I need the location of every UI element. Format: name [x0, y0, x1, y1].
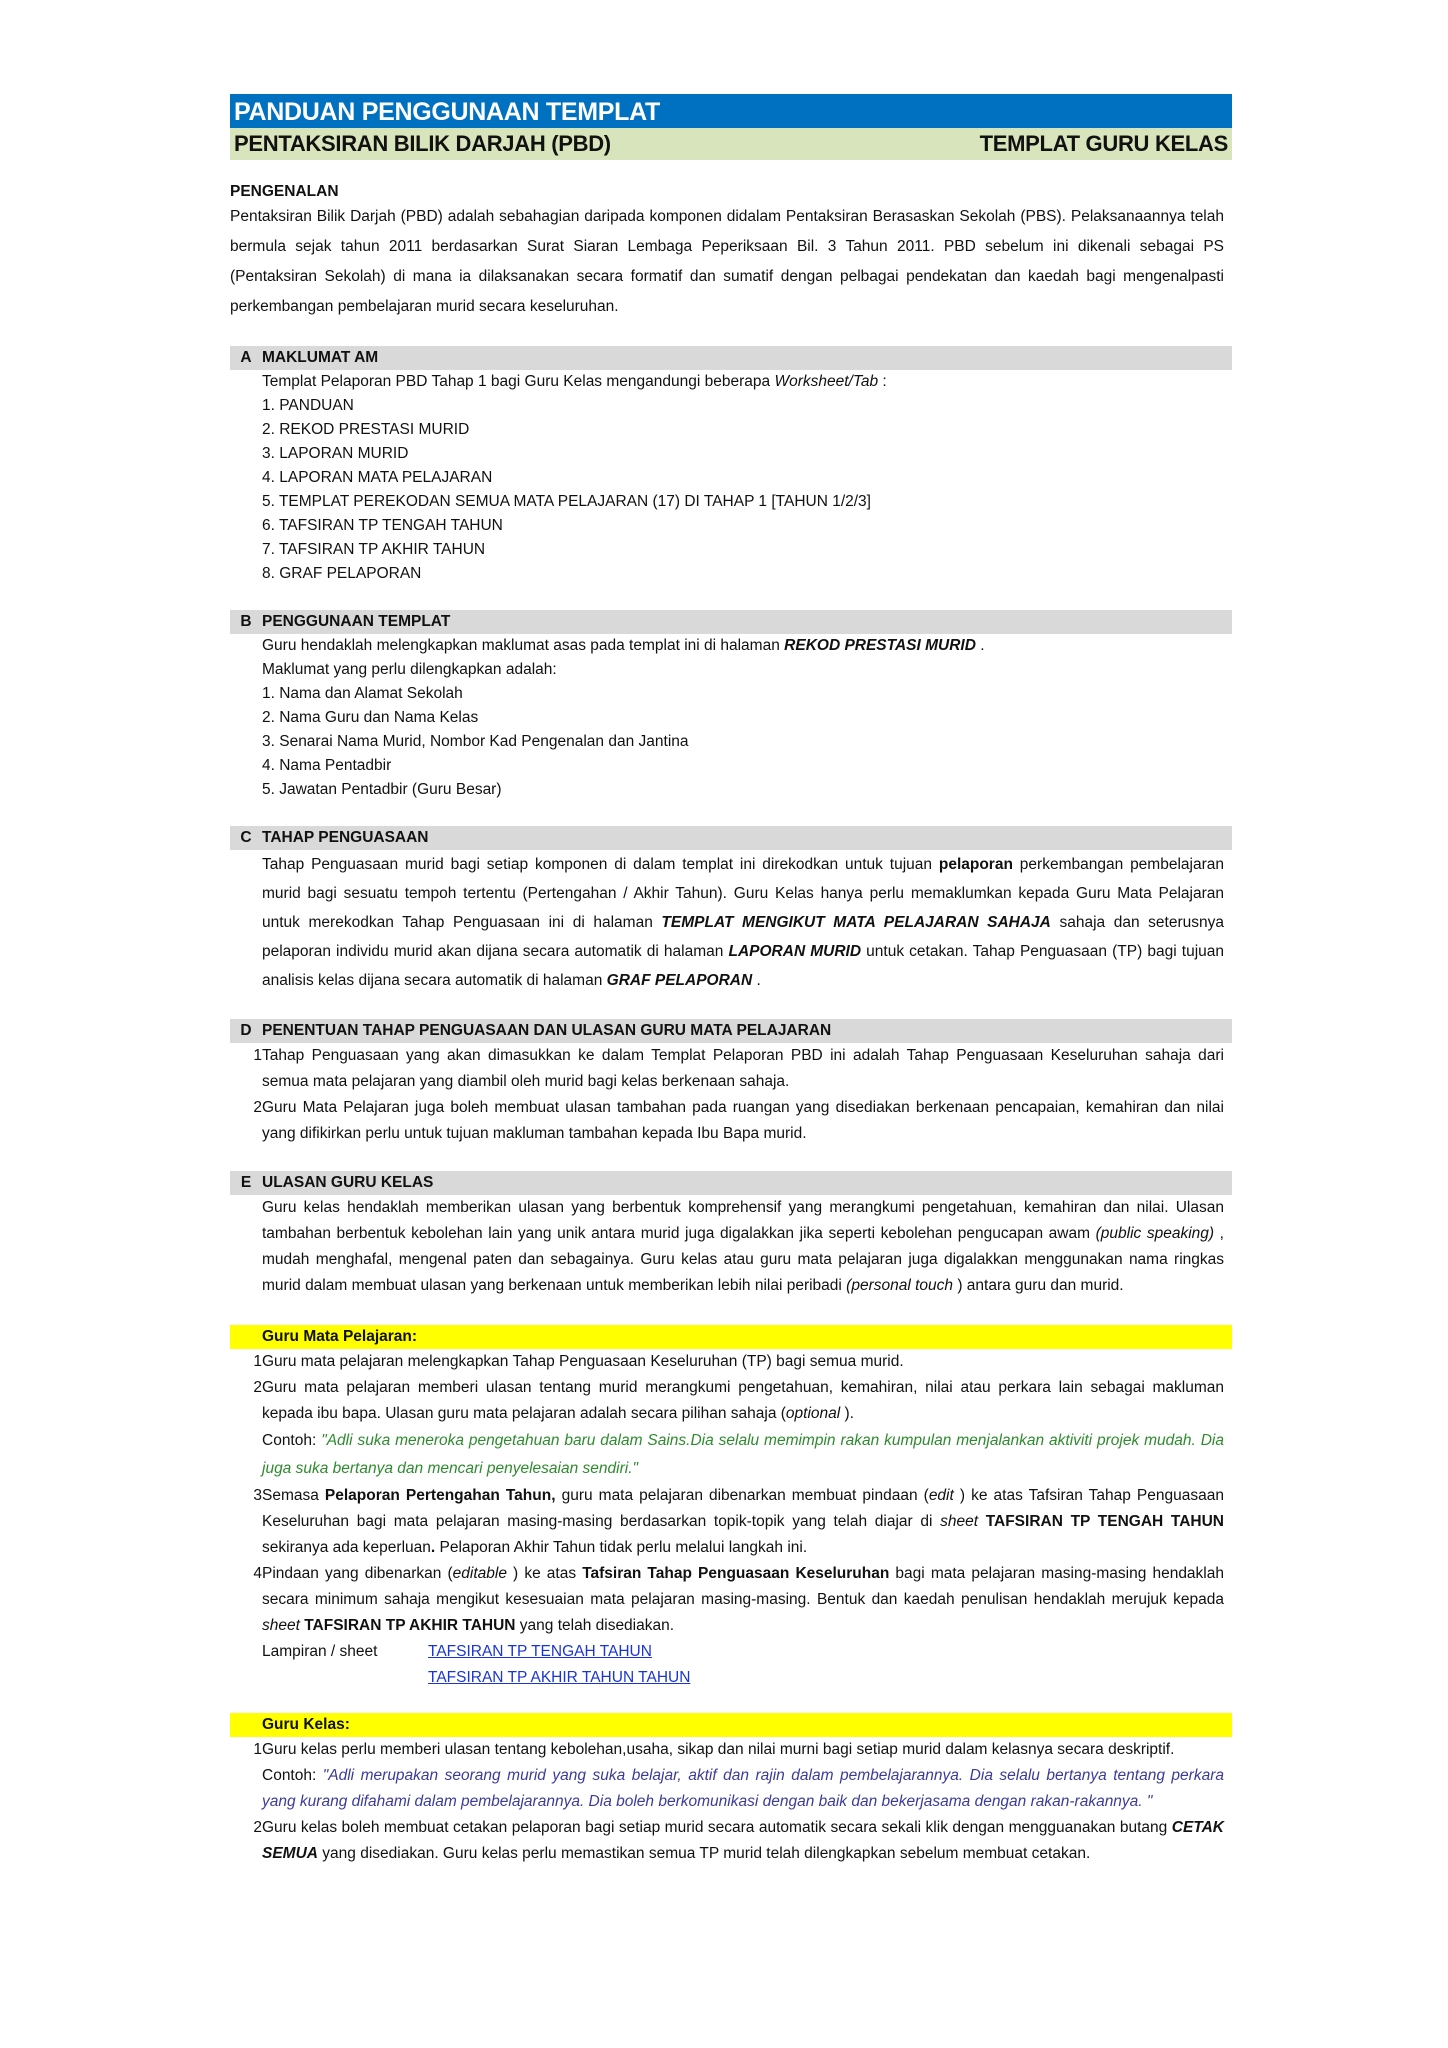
document-page — [230, 94, 1232, 1867]
section-c-header — [230, 826, 1232, 850]
lampiran-links — [428, 1639, 690, 1691]
text: Tahap Penguasaan murid bagi setiap komponen di dalam templat ini direkodkan untuk tujuan — [262, 856, 939, 873]
text: guru mata pelajaran dibenarkan membuat pindaan ( — [555, 1487, 929, 1504]
item-text — [262, 1375, 1224, 1427]
numbered-item — [230, 1483, 1232, 1561]
item-text — [262, 1815, 1232, 1867]
item-text: Guru kelas perlu memberi ulasan tentang kebolehan,usaha, sikap dan nilai murni bagi setiap murid dalam kelasnya secara deskriptif. — [262, 1741, 1175, 1758]
example-quote — [262, 1763, 1224, 1815]
lead-italic: Worksheet/Tab — [774, 373, 879, 390]
intro-paragraph: Pentaksiran Bilik Darjah (PBD) adalah sebahagian daripada komponen didalam Pentaksiran Berasaskan Sekolah (PBS). Pelaksanaannya telah bermula sejak tahun 2011 berdasarkan Surat Siaran Lembaga Peperiksaan Bil. 3 Tahun 2011. PBD sebelum ini dikenali sebagai PS (Pentaksiran Sekolah) di mana ia dilaksanakan secara formatif dan sumatif dengan pelbagai pendekatan dan kaedah bagi mengenalpasti perkembangan pembelajaran murid secara keseluruhan. — [230, 208, 1224, 315]
text: sekiranya ada keperluan — [262, 1539, 431, 1556]
numbered-item — [230, 1043, 1232, 1095]
section-a-header — [230, 346, 1232, 370]
list-item: 1. Nama dan Alamat Sekolah — [262, 685, 463, 702]
list-item: 3. Senarai Nama Murid, Nombor Kad Pengenalan dan Jantina — [262, 733, 689, 750]
document-subtitle-bar — [230, 128, 1232, 160]
italic-text: sheet — [940, 1513, 979, 1530]
text: yang telah disediakan. — [515, 1617, 675, 1634]
example-text: "Adli merupakan seorang murid yang suka belajar, aktif dan rajin dalam pembelajarannya. Dia selalu bertanya tentang perkara yang kurang difahami dalam pembelajarannya. Dia boleh berkomunikasi dengan baik dan bekerjasama dengan rakan-rakannya. " — [262, 1767, 1224, 1810]
item-text: Guru mata pelajaran melengkapkan Tahap Penguasaan Keseluruhan (TP) bagi semua murid. — [262, 1353, 904, 1370]
section-title: TAHAP PENGUASAAN — [262, 829, 429, 846]
section-letter: B — [240, 613, 252, 630]
bold-text: TAFSIRAN TP AKHIR TAHUN — [299, 1617, 516, 1634]
numbered-item — [230, 1095, 1232, 1147]
text: untuk cetakan. Tahap Penguasaan (TP) bagi tujuan analisis kelas dijana secara automatik di halaman — [262, 943, 1225, 989]
section-title: ULASAN GURU KELAS — [262, 1174, 434, 1191]
example-quote — [262, 1427, 1224, 1483]
subtitle-left: PENTAKSIRAN BILIK DARJAH (PBD) — [234, 131, 611, 156]
item-number: 3 — [253, 1487, 262, 1504]
bold-italic-text: GRAF PELAPORAN — [606, 972, 753, 989]
text: Semasa — [262, 1487, 325, 1504]
text: Pindaan yang dibenarkan ( — [262, 1565, 453, 1582]
bold-italic-text: CETAK SEMUA — [262, 1819, 1224, 1862]
subtitle-right: TEMPLAT GURU KELAS — [979, 131, 1228, 156]
numbered-item — [230, 1737, 1232, 1815]
item-text — [262, 1561, 1224, 1639]
section-letter: D — [240, 1022, 252, 1039]
section-title: MAKLUMAT AM — [262, 349, 379, 366]
lead-text: Guru hendaklah melengkapkan maklumat asas pada templat ini di halaman — [262, 637, 785, 654]
document-title: PANDUAN PENGGUNAAN TEMPLAT — [230, 94, 1232, 128]
text: . — [752, 972, 761, 989]
item-text: Guru Mata Pelajaran juga boleh membuat ulasan tambahan pada ruangan yang disediakan berkenaan pencapaian, kemahiran dan nilai yang difikirkan perlu untuk tujuan makluman tambahan kepada Ibu Bapa murid. — [262, 1099, 1224, 1142]
list-item: 8. GRAF PELAPORAN — [262, 565, 422, 582]
text: ) ke atas Tafsiran Tahap Penguasaan Keseluruhan bagi mata pelajaran masing-masing berdasarkan topik-topik yang telah diajar di — [262, 1487, 1224, 1530]
section-e-header — [230, 1171, 1232, 1195]
numbered-item — [230, 1561, 1232, 1691]
section-c-paragraph — [230, 850, 1232, 995]
text: ). — [840, 1405, 854, 1422]
text: Guru kelas boleh membuat cetakan pelaporan bagi setiap murid secara automatik secara sekali klik dengan mengguanakan butang — [262, 1819, 1172, 1836]
section-e-paragraph — [230, 1195, 1232, 1299]
bold-italic-text: LAPORAN MURID — [728, 943, 862, 960]
italic-text: (personal touch — [846, 1277, 954, 1294]
example-label: Contoh: — [262, 1432, 322, 1449]
italic-text: (public speaking) — [1095, 1225, 1215, 1242]
bold-italic-text: TEMPLAT MENGIKUT MATA PELAJARAN SAHAJA — [661, 914, 1051, 931]
lead-bold: REKOD PRESTASI MURID — [784, 637, 976, 654]
section-letter: C — [240, 829, 252, 846]
list-item: 1. PANDUAN — [262, 397, 354, 414]
item-number: 1 — [253, 1353, 262, 1370]
italic-text: editable — [452, 1565, 507, 1582]
section-letter: A — [240, 349, 252, 366]
text: ) antara guru dan murid. — [953, 1277, 1124, 1294]
item-number: 4 — [253, 1565, 262, 1582]
section-b-body — [230, 634, 1232, 802]
lead-end: . — [975, 637, 985, 654]
list-item: 5. TEMPLAT PEREKODAN SEMUA MATA PELAJARAN (17) DI TAHAP 1 [TAHUN 1/2/3] — [262, 493, 871, 510]
list-item: 3. LAPORAN MURID — [262, 445, 409, 462]
section-d-header — [230, 1019, 1232, 1043]
lampiran-row — [262, 1639, 1224, 1691]
list-item: 4. LAPORAN MATA PELAJARAN — [262, 469, 493, 486]
bold-text: Pelaporan Pertengahan Tahun, — [324, 1487, 556, 1504]
text: Guru mata pelajaran memberi ulasan tentang murid merangkumi pengetahuan, kemahiran, nilai atau perkara lain sebagai makluman kepada ibu bapa. Ulasan guru mata pelajaran adalah secara pilihan sahaja ( — [262, 1379, 1224, 1422]
list-item: 4. Nama Pentadbir — [262, 757, 392, 774]
text: bagi mata pelajaran masing-masing hendaklah secara minimum sahaja mengikut kesesuaian mata pelajaran masing-masing. Bentuk dan kaedah penulisan hendaklah merujuk kepada — [262, 1565, 1224, 1608]
lead-end: : — [878, 373, 887, 390]
item-number: 2 — [253, 1379, 262, 1396]
list-item: 2. REKOD PRESTASI MURID — [262, 421, 470, 438]
link-tafsiran-tp-akhir-tahun[interactable]: TAFSIRAN TP AKHIR TAHUN TAHUN — [428, 1669, 691, 1686]
item-number: 1 — [253, 1047, 262, 1064]
section-a-body — [230, 370, 1232, 586]
italic-text: sheet — [262, 1617, 300, 1634]
example-label: Contoh: — [262, 1767, 323, 1784]
bold-text: Tafsiran Tahap Penguasaan Keseluruhan — [582, 1565, 890, 1582]
guru-mata-pelajaran-heading: Guru Mata Pelajaran: — [230, 1325, 1232, 1349]
item-number: 1 — [253, 1741, 262, 1758]
italic-text: optional — [785, 1405, 841, 1422]
section-b-header — [230, 610, 1232, 634]
bold-text: TAFSIRAN TP TENGAH TAHUN — [978, 1513, 1224, 1530]
italic-text: edit — [928, 1487, 954, 1504]
section-title: PENENTUAN TAHAP PENGUASAAN DAN ULASAN GURU MATA PELAJARAN — [262, 1022, 832, 1039]
numbered-item — [230, 1349, 1232, 1375]
list-item: 7. TAFSIRAN TP AKHIR TAHUN — [262, 541, 486, 558]
text: , mudah menghafal, mengenal paten dan sebagainya. Guru kelas atau guru mata pelajaran juga digalakkan menggunakan nama ringkas murid dalam membuat ulasan yang berkenaan untuk memberikan lebih nilai peribadi — [262, 1225, 1224, 1294]
section-b-sub: Maklumat yang perlu dilengkapkan adalah: — [262, 661, 557, 678]
section-b-lead — [262, 634, 1224, 658]
list-item: 2. Nama Guru dan Nama Kelas — [262, 709, 479, 726]
intro-heading: PENGENALAN — [230, 183, 339, 200]
lead-text: Templat Pelaporan PBD Tahap 1 bagi Guru Kelas mengandungi beberapa — [262, 373, 775, 390]
text: Pelaporan Akhir Tahun tidak perlu melalui langkah ini. — [435, 1539, 808, 1556]
text: Guru kelas hendaklah memberikan ulasan yang berbentuk komprehensif yang merangkumi pengetahuan, kemahiran dan nilai. Ulasan tambahan berbentuk kebolehan lain yang unik antara murid juga digalakkan jika seperti kebolehan pengucapan awam — [262, 1199, 1224, 1242]
text: ) ke atas — [506, 1565, 583, 1582]
text: sahaja dan seterusnya pelaporan individu murid akan dijana secara automatik di halaman — [262, 914, 1225, 960]
list-item: 5. Jawatan Pentadbir (Guru Besar) — [262, 781, 502, 798]
bold-text: pelaporan — [938, 856, 1013, 873]
text: yang disediakan. Guru kelas perlu memastikan semua TP murid telah dilengkapkan sebelum membuat cetakan. — [317, 1845, 1091, 1862]
bold-text: . — [430, 1539, 436, 1556]
item-text — [262, 1483, 1232, 1561]
text: perkembangan pembelajaran murid bagi sesuatu tempoh tertentu (Pertengahan / Akhir Tahun). Guru Kelas hanya perlu memaklumkan kepada Guru Mata Pelajaran untuk merekodkan Tahap Penguasaan ini di halaman — [262, 856, 1224, 931]
lampiran-label: Lampiran / sheet — [262, 1643, 378, 1660]
item-text: Tahap Penguasaan yang akan dimasukkan ke dalam Templat Pelaporan PBD ini adalah Tahap Penguasaan Keseluruhan sahaja dari semua mata pelajaran yang diambil oleh murid bagi kelas berkenaan sahaja. — [262, 1047, 1224, 1090]
example-text: "Adli suka meneroka pengetahuan baru dalam Sains.Dia selalu memimpin rakan kumpulan menjalankan aktiviti projek mudah. Dia juga suka bertanya dan mencari penyelesaian sendiri." — [262, 1432, 1224, 1477]
item-number: 2 — [253, 1099, 262, 1116]
section-a-lead — [262, 370, 1224, 394]
section-title: PENGGUNAAN TEMPLAT — [262, 613, 451, 630]
numbered-item — [230, 1375, 1232, 1483]
guru-kelas-heading: Guru Kelas: — [230, 1713, 1232, 1737]
section-letter: E — [240, 1174, 252, 1191]
link-tafsiran-tp-tengah-tahun[interactable]: TAFSIRAN TP TENGAH TAHUN — [428, 1643, 652, 1660]
item-number: 2 — [253, 1819, 262, 1836]
numbered-item — [230, 1815, 1232, 1867]
list-item: 6. TAFSIRAN TP TENGAH TAHUN — [262, 517, 503, 534]
